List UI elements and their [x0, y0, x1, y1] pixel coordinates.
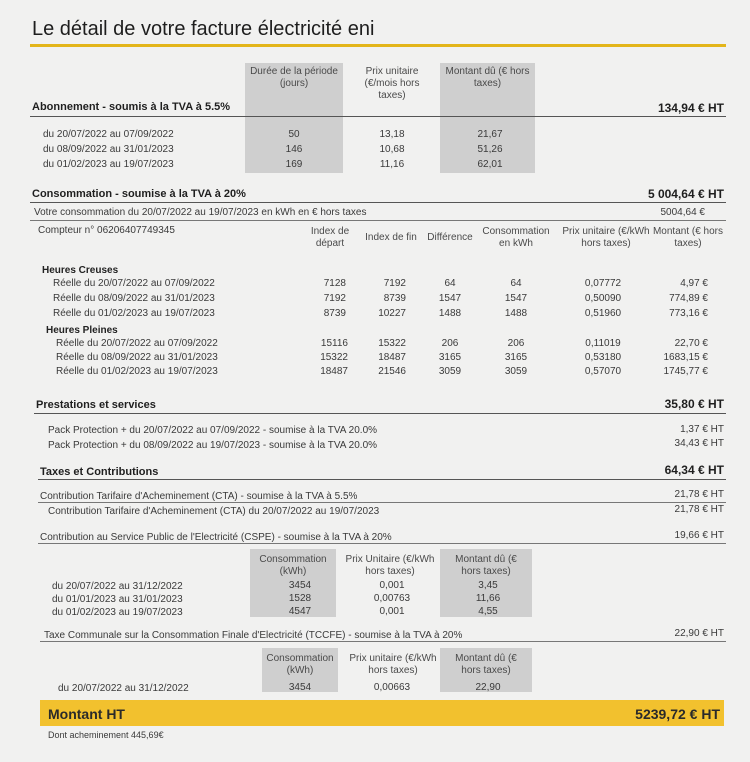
cspe-rule: [38, 543, 726, 544]
consommation-subheading: Votre consommation du 20/07/2022 au 19/07/2023 en kWh en € hors taxes: [34, 207, 367, 218]
pleines-row-price: 0,57070: [584, 366, 622, 377]
cspe-row-price: 0,00763: [373, 593, 411, 604]
creuses-row-start: 8739: [323, 308, 346, 319]
creuses-row-label: Réelle du 01/02/2023 au 19/07/2023: [53, 308, 215, 319]
tccfe-rule: [40, 641, 726, 642]
pleines-row-amount: 22,70 €: [674, 338, 708, 349]
pleines-row-price: 0,11019: [585, 338, 621, 349]
montant-ht-bar: [40, 700, 724, 726]
cspe-row-amount: 4,55: [478, 606, 498, 617]
invoice-title: Le détail de votre facture électricité eni: [32, 18, 375, 40]
creuses-row-kwh: 1547: [504, 293, 528, 304]
tccfe-row-period: du 20/07/2022 au 31/12/2022: [58, 683, 189, 694]
cspe-col-montant: Montant dû (€ hors taxes): [455, 554, 517, 577]
consommation-subtotal: 5004,64 €: [660, 207, 705, 218]
cspe-row-period: du 20/07/2022 au 31/12/2022: [52, 581, 183, 592]
conso-col-consommation: Consommation en kWh: [482, 226, 550, 249]
cta-row-label: Contribution Tarifaire d'Acheminement (CTA) du 20/07/2022 au 19/07/2023: [48, 506, 380, 517]
pleines-row-end: 18487: [378, 352, 406, 363]
cspe-row-kwh: 4547: [288, 606, 312, 617]
pleines-row-label: Réelle du 20/07/2022 au 07/09/2022: [56, 338, 218, 349]
abonnement-row-days: 146: [285, 144, 303, 155]
pleines-row-kwh: 3165: [504, 352, 528, 363]
abonnement-row-days: 50: [288, 129, 300, 140]
conso-col-index-fin: Index de fin: [365, 232, 417, 243]
cspe-col-prix: Prix Unitaire (€/kWh hors taxes): [345, 554, 435, 577]
conso-col-prix: Prix unitaire (€/kWh hors taxes): [562, 226, 650, 249]
consommation-heading: Consommation - soumise à la TVA à 20%: [32, 188, 246, 200]
creuses-row-kwh: 1488: [504, 308, 528, 319]
consommation-subrule: [30, 220, 726, 221]
montant-ht-value: 5239,72 € HT: [635, 706, 720, 722]
creuses-row-diff: 1488: [438, 308, 462, 319]
cta-rule: [38, 502, 726, 503]
creuses-row-end: 10227: [378, 308, 406, 319]
abonnement-row-price: 10,68: [379, 144, 405, 155]
abonnement-row-period: du 08/09/2022 au 31/01/2023: [43, 144, 174, 155]
pleines-row-label: Réelle du 01/02/2023 au 19/07/2023: [56, 366, 218, 377]
consommation-total: 5 004,64 € HT: [647, 187, 724, 201]
pleines-row-kwh: 3059: [504, 366, 528, 377]
abonnement-rule: [30, 116, 726, 117]
pleines-row-kwh: 206: [507, 338, 525, 349]
cspe-row-kwh: 1528: [288, 593, 312, 604]
pleines-row-diff: 3165: [438, 352, 462, 363]
creuses-row-amount: 4,97 €: [680, 278, 708, 289]
creuses-row-price: 0,51960: [584, 308, 622, 319]
tccfe-heading: Taxe Communale sur la Consommation Finale d'Electricité (TCCFE) - soumise à la TVA à 20%: [44, 630, 463, 641]
abonnement-row-period: du 20/07/2022 au 07/09/2022: [43, 129, 174, 140]
pleines-row-amount: 1683,15 €: [663, 352, 708, 363]
creuses-row-end: 8739: [383, 293, 406, 304]
cspe-heading: Contribution au Service Public de l'Electricité (CSPE) - soumise à la TVA à 20%: [40, 532, 392, 543]
creuses-row-start: 7128: [323, 278, 346, 289]
pleines-row-label: Réelle du 08/09/2022 au 31/01/2023: [56, 352, 218, 363]
title-underline: [30, 44, 726, 47]
cspe-row-amount: 3,45: [478, 580, 498, 591]
creuses-row-label: Réelle du 20/07/2022 au 07/09/2022: [53, 278, 215, 289]
tccfe-row-amount: 22,90: [475, 682, 501, 693]
tccfe-col-prix: Prix unitaire (€/kWh hors taxes): [349, 653, 437, 676]
prestation-row-label: Pack Protection + du 20/07/2022 au 07/09/2022 - soumise à la TVA 20.0%: [48, 425, 378, 436]
pleines-row-end: 21546: [378, 366, 406, 377]
abonnement-row-amount: 62,01: [477, 159, 503, 170]
creuses-row-price: 0,50090: [584, 293, 622, 304]
cspe-row-period: du 01/01/2023 au 31/01/2023: [52, 594, 183, 605]
abonnement-col-prix: Prix unitaire (€/mois hors taxes): [364, 66, 420, 101]
heures-pleines-label: Heures Pleines: [46, 325, 118, 336]
abonnement-heading: Abonnement - soumis à la TVA à 5.5%: [32, 101, 231, 113]
tccfe-col-conso: Consommation (kWh): [266, 653, 334, 676]
abonnement-col-duree: Durée de la période (jours): [250, 66, 338, 89]
pleines-row-start: 15116: [320, 338, 348, 349]
cspe-col-conso: Consommation (kWh): [259, 554, 327, 577]
creuses-row-price: 0,07772: [584, 278, 622, 289]
creuses-row-kwh: 64: [510, 278, 522, 289]
taxes-heading: Taxes et Contributions: [40, 466, 159, 478]
acheminement-note: Dont acheminement 445,69€: [48, 730, 164, 740]
prestation-row-label: Pack Protection + du 08/09/2022 au 19/07/2023 - soumise à la TVA 20.0%: [48, 440, 378, 451]
taxes-total: 64,34 € HT: [664, 463, 724, 477]
abonnement-row-period: du 01/02/2023 au 19/07/2023: [43, 159, 174, 170]
creuses-row-diff: 64: [444, 278, 456, 289]
abonnement-row-days: 169: [285, 159, 303, 170]
tccfe-row-kwh: 3454: [288, 682, 312, 693]
prestations-total: 35,80 € HT: [664, 397, 724, 411]
tccfe-total: 22,90 € HT: [674, 628, 724, 639]
tccfe-row-price: 0,00663: [373, 682, 411, 693]
abonnement-row-amount: 51,26: [477, 144, 503, 155]
compteur-number: Compteur n° 06206407749345: [38, 225, 175, 236]
prestations-rule: [34, 413, 726, 414]
creuses-row-amount: 774,89 €: [669, 293, 708, 304]
pleines-row-end: 15322: [378, 338, 406, 349]
cspe-row-kwh: 3454: [288, 580, 312, 591]
pleines-row-amount: 1745,77 €: [663, 366, 708, 377]
creuses-row-amount: 773,16 €: [669, 308, 708, 319]
prestations-heading: Prestations et services: [36, 399, 156, 411]
pleines-row-start: 18487: [320, 366, 348, 377]
tccfe-col-montant: Montant dû (€ hors taxes): [455, 653, 517, 676]
prestation-row-amount: 1,37 € HT: [680, 424, 724, 435]
montant-ht-label: Montant HT: [48, 706, 125, 722]
creuses-row-diff: 1547: [438, 293, 462, 304]
conso-col-index-depart: Index de départ: [310, 226, 350, 249]
abonnement-col-montant: Montant dû (€ hors taxes): [445, 66, 530, 89]
cspe-row-period: du 01/02/2023 au 19/07/2023: [52, 607, 183, 618]
cta-row-amount: 21,78 € HT: [674, 504, 724, 515]
cta-heading: Contribution Tarifaire d'Acheminement (CTA) - soumise à la TVA à 5.5%: [40, 491, 358, 502]
cspe-row-price: 0,001: [379, 606, 405, 617]
prestation-row-amount: 34,43 € HT: [674, 438, 724, 449]
cta-total: 21,78 € HT: [674, 489, 724, 500]
cspe-total: 19,66 € HT: [674, 530, 724, 541]
consommation-rule: [30, 202, 726, 203]
pleines-row-start: 15322: [320, 352, 348, 363]
abonnement-row-price: 13,18: [379, 129, 405, 140]
heures-creuses-label: Heures Creuses: [42, 265, 119, 276]
creuses-row-start: 7192: [323, 293, 346, 304]
conso-col-difference: Différence: [427, 232, 473, 243]
cspe-row-price: 0,001: [379, 580, 405, 591]
abonnement-total: 134,94 € HT: [657, 101, 724, 115]
creuses-row-end: 7192: [383, 278, 406, 289]
cspe-row-amount: 11,66: [475, 593, 501, 604]
abonnement-row-amount: 21,67: [477, 129, 503, 140]
pleines-row-diff: 3059: [438, 366, 462, 377]
taxes-rule: [38, 479, 726, 480]
pleines-row-diff: 206: [441, 338, 459, 349]
abonnement-row-price: 11,16: [379, 159, 405, 170]
creuses-row-label: Réelle du 08/09/2022 au 31/01/2023: [53, 293, 215, 304]
conso-col-montant: Montant (€ hors taxes): [652, 226, 724, 249]
pleines-row-price: 0,53180: [584, 352, 622, 363]
